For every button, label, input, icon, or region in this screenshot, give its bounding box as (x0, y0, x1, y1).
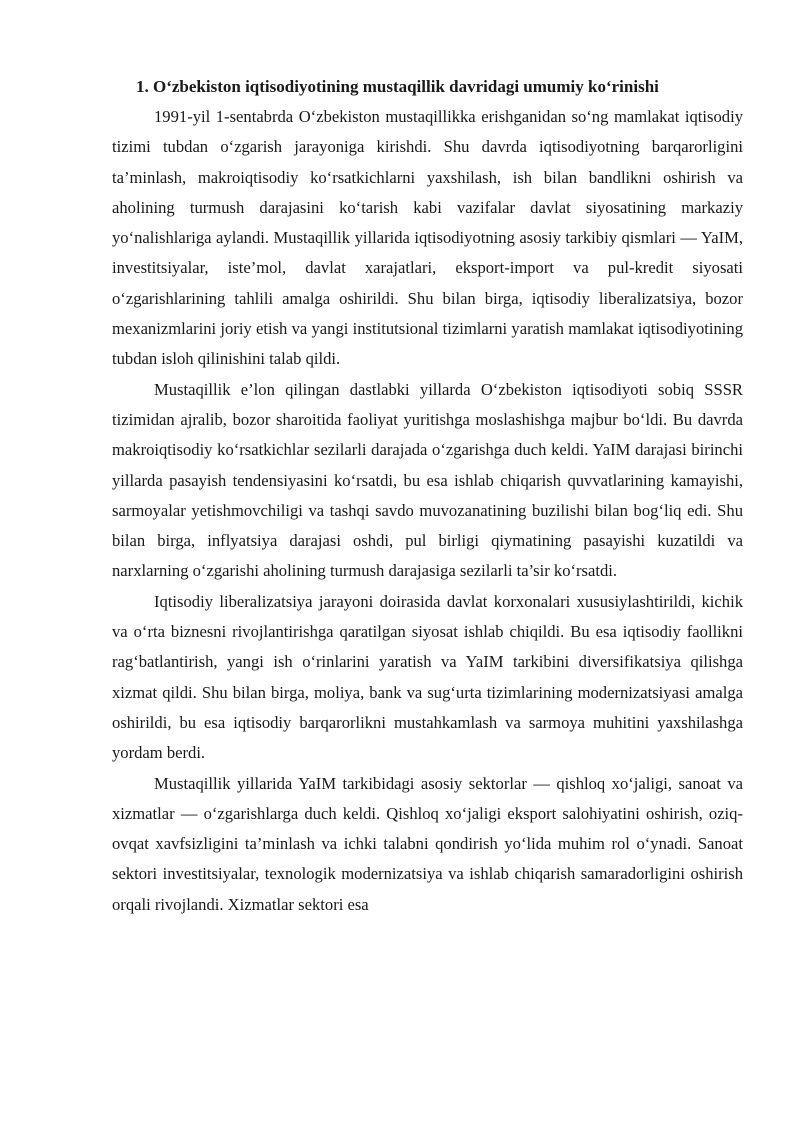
section-heading: 1. O‘zbekiston iqtisodiyotining mustaqillik davridagi umumiy ko‘rinishi (136, 77, 659, 96)
document-page (112, 72, 743, 920)
paragraph-4: Mustaqillik yillarida YaIM tarkibidagi asosiy sektorlar — qishloq xo‘jaligi, sanoat va xizmatlar — o‘zgarishlarga duch keldi. Qishloq xo‘jaligi eksport salohiyatini oshirish, oziq-ovqat xavfsizligini ta’minlash va ichki talabni qondirish yo‘lida muhim rol o‘ynadi. Sanoat sektori investitsiyalar, texnologik modernizatsiya va ishlab chiqarish samaradorligini oshirish orqali rivojlandi. Xizmatlar sektori esa (112, 773, 743, 914)
paragraph-2: Mustaqillik e’lon qilingan dastlabki yillarda O‘zbekiston iqtisodiyoti sobiq SSSR tizimidan ajralib, bozor sharoitida faoliyat yuritishga moslashishga majbur bo‘ldi. Bu davrda makroiqtisodiy ko‘rsatkichlar sezilarli darajada o‘zgarishga duch keldi. YaIM darajasi birinchi yillarda pasayish tendensiyasini ko‘rsatdi, bu esa ishlab chiqarish quvvatlarining kamayishi, sarmoyalar yetishmovchiligi va tashqi savdo muvozanatining buzilishi bilan bog‘liq edi. Shu bilan birga, inflyatsiya darajasi oshdi, pul birligi qiymatining pasayishi kuzatildi va narxlarning o‘zgarishi aholining turmush darajasiga sezilarli ta’sir ko‘rsatdi. (112, 379, 743, 581)
paragraph-3: Iqtisodiy liberalizatsiya jarayoni doirasida davlat korxonalari xususiylashtirildi, kichik va o‘rta biznesni rivojlantirishga qaratilgan siyosat ishlab chiqildi. Bu esa iqtisodiy faollikni rag‘batlantirish, yangi ish o‘rinlarini yaratish va YaIM tarkibini diversifikatsiya qilishga xizmat qildi. Shu bilan birga, moliya, bank va sug‘urta tizimlarining modernizatsiyasi amalga oshirildi, bu esa iqtisodiy barqarorlikni mustahkamlash va sarmoya muhitini yaxshilashga yordam berdi. (112, 591, 743, 763)
paragraph-1: 1991-yil 1-sentabrda O‘zbekiston mustaqillikka erishganidan so‘ng mamlakat iqtisodiy tizimi tubdan o‘zgarish jarayoniga kirishdi. Shu davrda iqtisodiyotning barqarorligini ta’minlash, makroiqtisodiy ko‘rsatkichlarni yaxshilash, ish bilan bandlikni oshirish va aholining turmush darajasini ko‘tarish kabi vazifalar davlat siyosatining markaziy yo‘nalishlariga aylandi. Mustaqillik yillarida iqtisodiyotning asosiy tarkibiy qismlari — YaIM, investitsiyalar, iste’mol, davlat xarajatlari, eksport-import va pul-kredit siyosati o‘zgarishlarining tahlili amalga oshirildi. Shu bilan birga, iqtisodiy liberalizatsiya, bozor mexanizmlarini joriy etish va yangi institutsional tizimlarni yaratish mamlakat iqtisodiyotining tubdan isloh qilinishini talab qildi. (112, 107, 743, 369)
